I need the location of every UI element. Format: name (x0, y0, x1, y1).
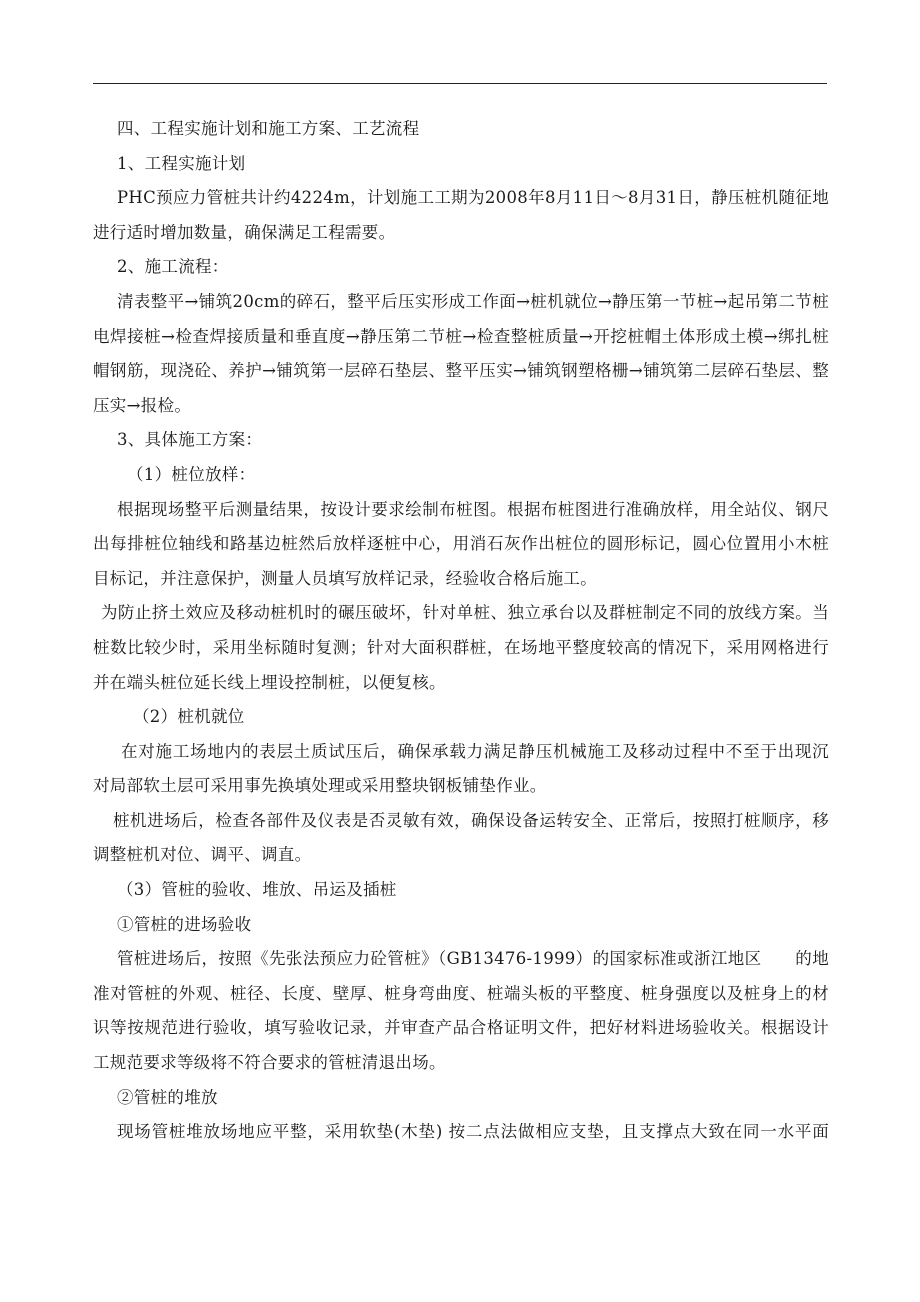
paragraph-line: PHC预应力管桩共计约4224m，计划施工工期为2008年8月11日～8月31日，静压桩机随征地 (117, 188, 829, 208)
paragraph-line: 准对管桩的外观、桩径、长度、壁厚、桩身弯曲度、桩端头板的平整度、桩身强度以及桩身上的材 (93, 983, 829, 1003)
paragraph-line: 桩数比较少时，采用坐标随时复测；针对大面积群桩，在场地平整度较高的情况下，采用网格进行 (93, 637, 829, 657)
document-body (93, 112, 829, 1150)
subsection-heading: 1、工程实施计划 (117, 153, 246, 173)
paragraph-line: 目标记，并注意保护，测量人员填写放样记录，经验收合格后施工。 (93, 568, 597, 588)
paragraph-line: 在对施工场地内的表层土质试压后，确保承载力满足静压机械施工及移动过程中不至于出现沉 (121, 741, 829, 761)
paragraph-line: 帽钢筋，现浇砼、养护→铺筑第一层碎石垫层、整平压实→铺筑钢塑格栅→铺筑第二层碎石垫层、整 (93, 361, 829, 381)
subsection-heading: 2、施工流程： (117, 257, 229, 277)
paragraph-line: 清表整平→铺筑20cm的碎石，整平后压实形成工作面→桩机就位→静压第一节桩→起吊第二节桩 (117, 291, 829, 311)
item-heading: （2）桩机就位 (133, 707, 245, 727)
paragraph-line: 压实→报检。 (93, 395, 192, 415)
paragraph-line: 出每排桩位轴线和路基边桩然后放样逐桩中心，用消石灰作出桩位的圆形标记，圆心位置用小木桩 (93, 534, 829, 554)
paragraph-line: 识等按规范进行验收，填写验收记录，并审查产品合格证明文件，把好材料进场验收关。根据设计 (93, 1018, 829, 1038)
sub-item-heading: ①管桩的进场验收 (117, 914, 252, 934)
paragraph-line: 并在端头桩位延长线上埋设控制桩，以便复核。 (93, 672, 446, 692)
paragraph-line: 工规范要求等级将不符合要求的管桩清退出场。 (93, 1053, 446, 1073)
header-rule (93, 83, 827, 84)
paragraph-line: 根据现场整平后测量结果，按设计要求绘制布桩图。根据布桩图进行准确放样，用全站仪、钢尺 (117, 499, 829, 519)
paragraph-line: 调整桩机对位、调平、调直。 (93, 845, 312, 865)
sub-item-heading: ②管桩的堆放 (117, 1087, 218, 1107)
paragraph-line: 为防止挤土效应及移动桩机时的碾压破坏，针对单桩、独立承台以及群桩制定不同的放线方案。当 (101, 603, 829, 623)
paragraph-line: 现场管桩堆放场地应平整，采用软垫(木垫) 按二点法做相应支垫，且支撑点大致在同一水平面 (117, 1122, 829, 1142)
section-heading: 四、工程实施计划和施工方案、工艺流程 (117, 119, 420, 138)
paragraph-line: 桩机进场后，检查各部件及仪表是否灵敏有效，确保设备运转安全、正常后，按照打桩顺序，移 (113, 810, 829, 830)
paragraph-line: 进行适时增加数量，确保满足工程需要。 (93, 222, 396, 242)
item-heading: （3）管桩的验收、堆放、吊运及插桩 (117, 880, 397, 900)
subsection-heading: 3、具体施工方案： (117, 430, 263, 450)
paragraph-line: 对局部软土层可采用事先换填处理或采用整块钢板铺垫作业。 (93, 776, 547, 796)
paragraph-line: 管桩进场后，按照《先张法预应力砼管桩》（GB13476-1999）的国家标准或浙江地区 的地 (117, 949, 829, 969)
paragraph-line: 电焊接桩→检查焊接质量和垂直度→静压第二节桩→检查整桩质量→开挖桩帽土体形成土模→绑扎桩 (93, 326, 829, 346)
item-heading: （1）桩位放样： (127, 464, 256, 484)
